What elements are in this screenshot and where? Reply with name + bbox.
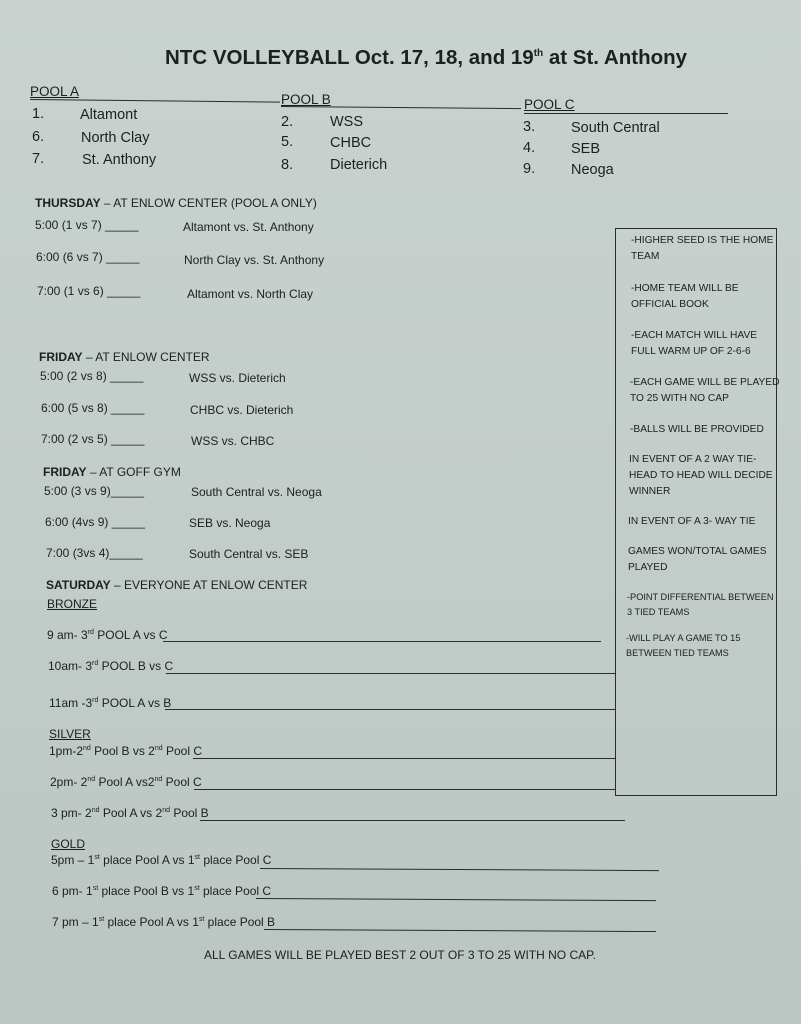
pool-a-team: Altamont [80, 107, 138, 123]
pool-b-seed: 5. [281, 134, 294, 150]
friday-enlow-heading: FRIDAY – AT ENLOW CENTER [39, 350, 210, 364]
silver-game: 2pm- 2nd Pool A vs2nd Pool C [50, 775, 202, 789]
result-blank [260, 868, 659, 871]
result-blank [200, 820, 625, 821]
pool-c-seed: 3. [523, 119, 536, 135]
footer-note: ALL GAMES WILL BE PLAYED BEST 2 OUT OF 3 TO 25 WITH NO CAP. [204, 948, 596, 962]
gold-game: 6 pm- 1st place Pool B vs 1st place Pool C [52, 884, 272, 898]
thursday-heading: THURSDAY – AT ENLOW CENTER (POOL A ONLY) [35, 196, 317, 210]
friday-goff-heading: FRIDAY – AT GOFF GYM [43, 465, 181, 479]
rule-item: -HOME TEAM WILL BE OFFICIAL BOOK [631, 283, 739, 310]
game-matchup: North Clay vs. St. Anthony [184, 253, 325, 267]
rule-item: IN EVENT OF A 3- WAY TIE [628, 516, 756, 527]
game-matchup: WSS vs. CHBC [191, 434, 275, 448]
rule-item: -HIGHER SEED IS THE HOME TEAM [631, 235, 774, 262]
pool-b-seed: 8. [281, 157, 294, 173]
game-matchup: Altamont vs. St. Anthony [183, 220, 314, 234]
game-matchup: South Central vs. Neoga [191, 485, 322, 499]
game-matchup: Altamont vs. North Clay [187, 287, 314, 301]
game-matchup: CHBC vs. Dieterich [190, 403, 294, 417]
pool-a-seed: 7. [32, 151, 45, 167]
rule-item: IN EVENT OF A 2 WAY TIE- HEAD TO HEAD WILL DECIDE WINNER [629, 454, 773, 497]
rule-item: -POINT DIFFERENTIAL BETWEEN 3 TIED TEAMS [627, 592, 774, 617]
pool-c-seed: 4. [523, 140, 536, 156]
pool-c-heading: POOL C [524, 97, 575, 112]
rule-item: -BALLS WILL BE PROVIDED [630, 424, 764, 435]
rule-item: -EACH MATCH WILL HAVE FULL WARM UP OF 2-6-6 [631, 330, 758, 357]
rule-item: -EACH GAME WILL BE PLAYED TO 25 WITH NO CAP [630, 377, 780, 404]
game-slot: 5:00 (3 vs 9)_____ [44, 484, 145, 498]
game-slot: 6:00 (5 vs 8) _____ [41, 401, 145, 415]
pool-divider-line [30, 99, 280, 103]
game-slot: 7:00 (1 vs 6) _____ [37, 284, 141, 298]
pool-c-team: South Central [571, 120, 660, 136]
pool-c-seed: 9. [523, 161, 536, 177]
pool-b-team: Dieterich [330, 157, 388, 173]
game-slot: 6:00 (6 vs 7) _____ [36, 250, 140, 264]
bronze-heading: BRONZE [47, 597, 98, 611]
pool-a-heading: POOL A [30, 84, 80, 99]
pool-b-heading: POOL B [281, 92, 331, 107]
game-slot: 7:00 (3vs 4)_____ [46, 546, 143, 560]
pool-c-team: SEB [571, 141, 601, 157]
pool-a-team: St. Anthony [82, 152, 157, 168]
silver-game: 1pm-2nd Pool B vs 2nd Pool C [49, 744, 202, 758]
result-blank [194, 789, 615, 790]
game-slot: 7:00 (2 vs 5) _____ [41, 432, 145, 446]
bronze-game: 10am- 3rd POOL B vs C [48, 659, 174, 673]
pool-b-team: WSS [330, 114, 364, 130]
result-blank [264, 929, 656, 932]
game-matchup: WSS vs. Dieterich [189, 371, 286, 385]
rule-item: GAMES WON/TOTAL GAMES PLAYED [628, 546, 767, 573]
silver-heading: SILVER [49, 727, 91, 741]
pool-a-team: North Clay [81, 130, 150, 146]
pool-divider-line [524, 113, 728, 114]
gold-heading: GOLD [51, 837, 86, 851]
bronze-game: 11am -3rd POOL A vs B [49, 696, 172, 710]
saturday-heading: SATURDAY – EVERYONE AT ENLOW CENTER [46, 578, 308, 592]
game-slot: 6:00 (4vs 9) _____ [45, 515, 146, 529]
game-matchup: South Central vs. SEB [189, 547, 309, 561]
gold-game: 5pm – 1st place Pool A vs 1st place Pool C [51, 853, 272, 867]
result-blank [166, 673, 615, 674]
rules-box [615, 228, 777, 796]
result-blank [193, 758, 615, 759]
pool-c-team: Neoga [571, 162, 614, 178]
page-title: NTC VOLLEYBALL Oct. 17, 18, and 19th at St. Anthony [165, 46, 688, 69]
game-slot: 5:00 (2 vs 8) _____ [40, 369, 144, 383]
result-blank [163, 641, 601, 642]
pool-a-seed: 6. [32, 129, 45, 145]
pool-a-seed: 1. [32, 106, 45, 122]
result-blank [165, 709, 615, 710]
gold-game: 7 pm – 1st place Pool A vs 1st place Pool B [52, 915, 276, 929]
bronze-game: 9 am- 3rd POOL A vs C [47, 628, 168, 642]
pool-divider-line [281, 106, 521, 109]
pool-b-team: CHBC [330, 135, 372, 151]
result-blank [256, 898, 656, 901]
silver-game: 3 pm- 2nd Pool A vs 2nd Pool B [51, 806, 209, 820]
game-slot: 5:00 (1 vs 7) _____ [35, 218, 139, 232]
rule-item: -WILL PLAY A GAME TO 15 BETWEEN TIED TEAMS [626, 633, 741, 658]
game-matchup: SEB vs. Neoga [189, 516, 271, 530]
pool-b-seed: 2. [281, 114, 294, 130]
